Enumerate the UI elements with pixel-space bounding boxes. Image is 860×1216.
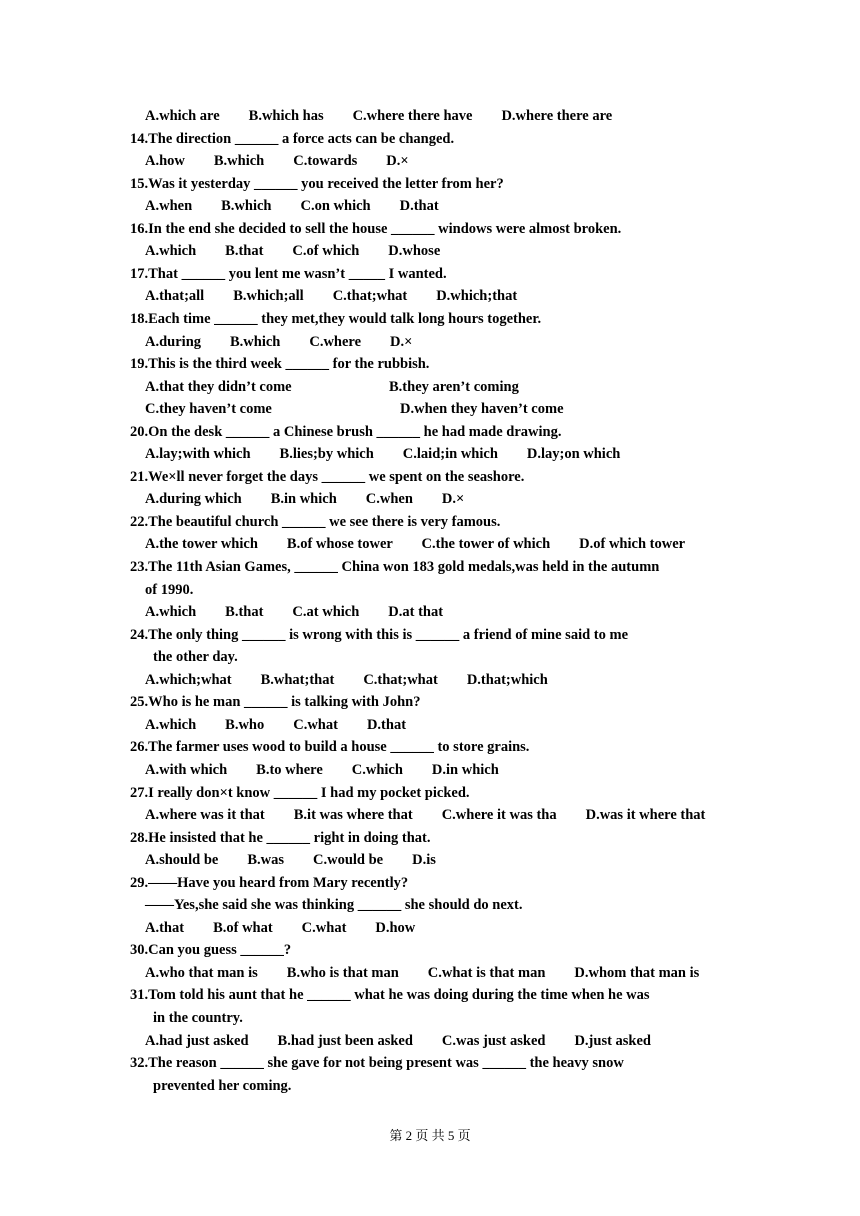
question-text: 16.In the end she decided to sell the house ______ windows were almost broken.	[130, 221, 622, 237]
question-text: 32.The reason ______ she gave for not being present was ______ the heavy snow	[130, 1055, 624, 1071]
answer-options: A.when B.which C.on which D.that	[145, 198, 439, 214]
answer-options: A.should be B.was C.would be D.is	[145, 852, 436, 868]
answer-option: A.that they didn’t come	[145, 379, 292, 395]
answer-options: A.which B.that C.at which D.at that	[145, 604, 444, 620]
answer-options: A.how B.which C.towards D.×	[145, 153, 409, 169]
answer-option: B.they aren’t coming	[389, 379, 519, 395]
question-text: 27.I really don×t know ______ I had my pocket picked.	[130, 785, 470, 801]
question-continuation: the other day.	[153, 649, 238, 665]
answer-options: A.which;what B.what;that C.that;what D.that;which	[145, 672, 548, 688]
question-text: 22.The beautiful church ______ we see there is very famous.	[130, 514, 501, 530]
answer-option: D.when they haven’t come	[400, 401, 564, 417]
answer-options: A.where was it that B.it was where that C.where it was tha D.was it where that	[145, 807, 706, 823]
question-continuation: prevented her coming.	[153, 1078, 292, 1094]
question-continuation: in the country.	[153, 1010, 243, 1026]
question-text: 15.Was it yesterday ______ you received the letter from her?	[130, 176, 504, 192]
question-text: 29.——Have you heard from Mary recently?	[130, 875, 409, 891]
answer-options: A.lay;with which B.lies;by which C.laid;in which D.lay;on which	[145, 446, 621, 462]
answer-options: A.the tower which B.of whose tower C.the tower of which D.of which tower	[145, 536, 686, 552]
answer-options: A.which B.that C.of which D.whose	[145, 243, 441, 259]
answer-options: A.who that man is B.who is that man C.what is that man D.whom that man is	[145, 965, 700, 981]
page-footer: 第 2 页 共 5 页	[389, 1128, 471, 1143]
answer-option: C.they haven’t come	[145, 401, 272, 417]
answer-options: A.had just asked B.had just been asked C.was just asked D.just asked	[145, 1033, 651, 1049]
question-text: 18.Each time ______ they met,they would talk long hours together.	[130, 311, 542, 327]
question-text: 17.That ______ you lent me wasn’t _____ I wanted.	[130, 266, 447, 282]
answer-options: A.which B.who C.what D.that	[145, 717, 407, 733]
question-continuation: of 1990.	[145, 582, 194, 598]
question-text: 20.On the desk ______ a Chinese brush ______ he had made drawing.	[130, 424, 562, 440]
question-text: 28.He insisted that he ______ right in doing that.	[130, 830, 431, 846]
question-text: 19.This is the third week ______ for the rubbish.	[130, 356, 430, 372]
answer-options: A.with which B.to where C.which D.in which	[145, 762, 499, 778]
question-text: 25.Who is he man ______ is talking with John?	[130, 694, 421, 710]
answer-options: A.that;all B.which;all C.that;what D.which;that	[145, 288, 518, 304]
question-text: 30.Can you guess ______?	[130, 942, 292, 958]
question-text: 21.We×ll never forget the days ______ we spent on the seashore.	[130, 469, 525, 485]
answer-options: A.that B.of what C.what D.how	[145, 920, 416, 936]
answer-options: A.during which B.in which C.when D.×	[145, 491, 465, 507]
question-continuation: ——Yes,she said she was thinking ______ she should do next.	[145, 897, 523, 913]
question-text: 31.Tom told his aunt that he ______ what he was doing during the time when he was	[130, 987, 650, 1003]
question-text: 23.The 11th Asian Games, ______ China won 183 gold medals,was held in the autumn	[130, 559, 660, 575]
question-text: 26.The farmer uses wood to build a house ______ to store grains.	[130, 739, 530, 755]
question-text: 24.The only thing ______ is wrong with this is ______ a friend of mine said to me	[130, 627, 629, 643]
answer-options: A.during B.which C.where D.×	[145, 334, 413, 350]
question-text: 14.The direction ______ a force acts can be changed.	[130, 131, 455, 147]
answer-options: A.which are B.which has C.where there have D.where there are	[145, 108, 613, 124]
